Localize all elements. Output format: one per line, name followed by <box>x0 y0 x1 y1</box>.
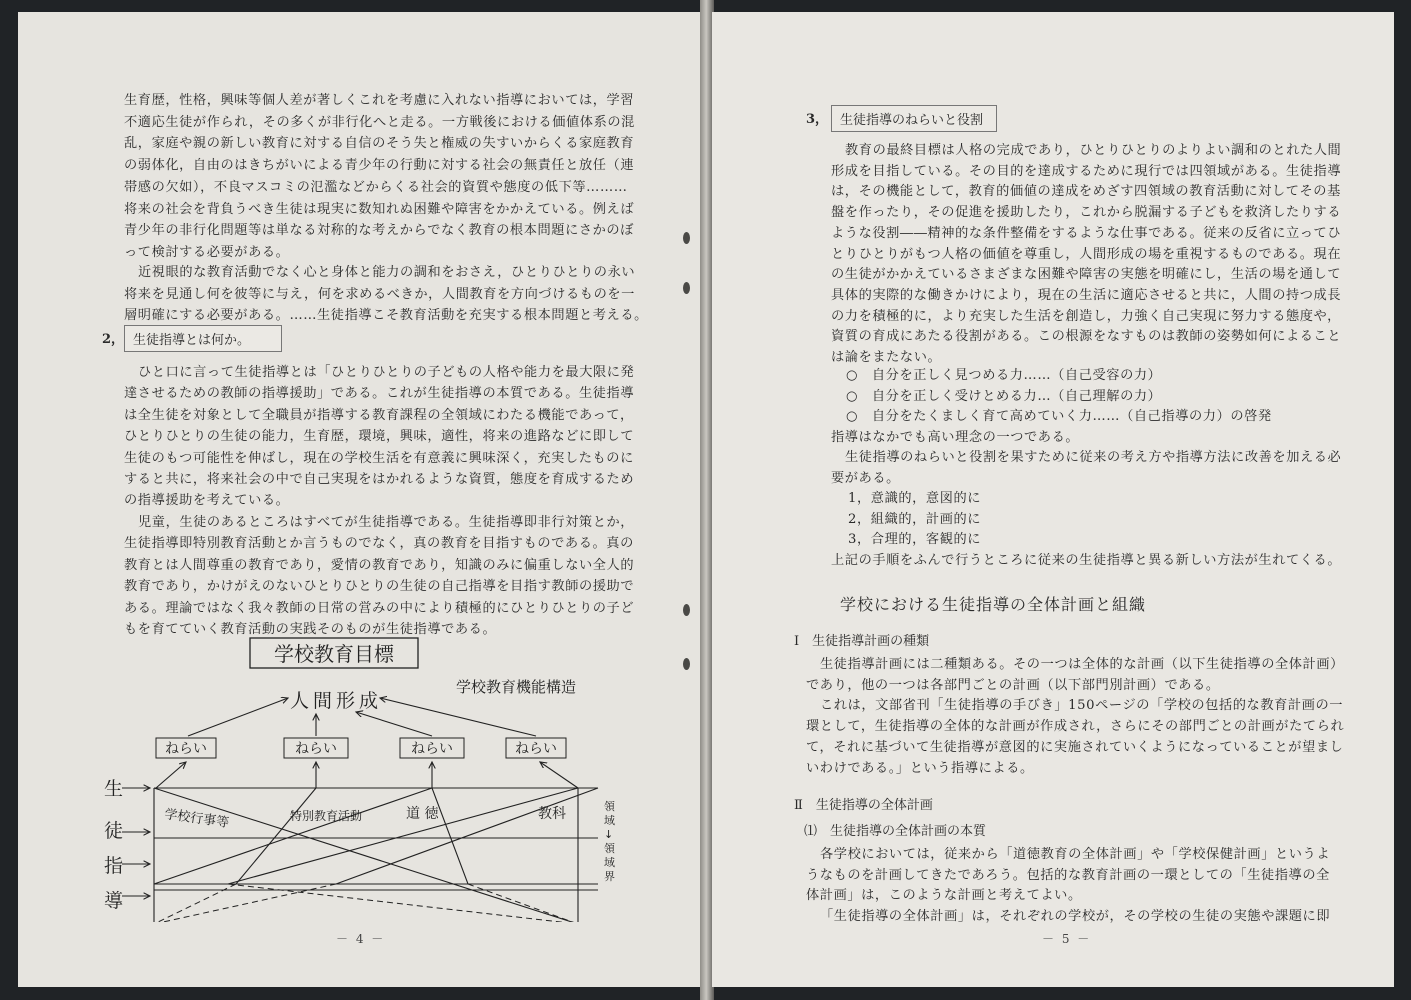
text-line: は論をまたない。 <box>831 350 942 365</box>
domain-label-3: ↓ <box>604 828 614 841</box>
text-line: もを育てていく教育活動の実践そのものが生徒指導である。 <box>124 622 497 637</box>
area-label-subjects: 教科 <box>538 806 566 822</box>
side-label-4: 導 <box>104 890 124 912</box>
text-line: 環として，生徒指導の全体的な計画が作成され，さらにその部門ごとの計画がたてられ <box>806 719 1345 735</box>
text-line: 形成を目指している。その目的を達成するために現行では四領域がある。生徒指導 <box>831 163 1342 179</box>
text-line: 体計画」は，このような計画と考えてよい。 <box>806 888 1082 904</box>
text-line: ○ 自分を正しく見つめる力……（自己受容の力） <box>846 368 1162 383</box>
text-line: ○ 自分を正しく受けとめる力…（自己理解の力） <box>846 388 1162 404</box>
left-page <box>18 12 702 987</box>
right-page <box>712 12 1394 987</box>
text-line: 生徒のもつ可能性を伸ばし，現在の学校生活を有意義に興味深く，充実したものに <box>124 450 634 466</box>
text-line: 達させるための教師の指導援助」である。これが生徒指導の本質である。生徒指導 <box>124 386 635 402</box>
text-line: の指導援助を考えている。 <box>124 493 290 509</box>
text-line: ような役割――精神的な条件整備をするような仕事である。従来の反省に立ってひ <box>831 225 1342 241</box>
area-label-moral: 道 徳 <box>406 806 439 822</box>
text-line: ひとりひとりの生徒の能力，生育歴，環境，興味，適性，将来の進路などに即して <box>124 429 635 445</box>
binding-hole <box>683 604 690 616</box>
text-line: って検討する必要がある。 <box>124 244 290 260</box>
binding-hole <box>683 658 690 670</box>
text-line: 生徒指導のねらいと役割を果すために従来の考え方や指導方法に改善を加える必 <box>845 450 1342 465</box>
text-line: 生徒指導即特別教育活動とか言うものでなく，真の教育を目指すものである。真の <box>124 536 634 552</box>
text-line: 生徒指導計画には二種類ある。その一つは全体的な計画（以下生徒指導の全体計画） <box>820 657 1344 672</box>
text-line: 児童，生徒のあるところはすべてが生徒指導である。生徒指導即非行対策とか， <box>138 515 635 530</box>
section-I-heading: Ⅰ 生徒指導計画の種類 <box>794 634 930 649</box>
text-line: 要がある。 <box>831 470 900 486</box>
text-line: 教育とは人間尊重の教育であり，愛情の教育であり，知識のみに偏重しない全人的 <box>124 557 635 573</box>
text-line: 教育であり，かけがえのないひとりひとりの生徒の自己指導を目指す教師の援助で <box>124 579 635 595</box>
text-line: て，それに基づいて生徒指導が意図的に実施されていくようになっていることが望まし <box>806 739 1344 755</box>
text-line: これは，文部省刊「生徒指導の手びき」150ページの「学校の包括的な教育計画の一 <box>820 698 1344 714</box>
text-line: 乱，家庭や親の新しい教育に対する自信のそう失と権威の失すいからくる家庭教育 <box>124 136 635 152</box>
subsection-1-heading: ⑴ 生徒指導の全体計画の本質 <box>804 824 987 839</box>
domain-label-4: 領 <box>604 842 615 855</box>
text-line: であり，他の一つは各部門ごとの計画（以下部門別計画）である。 <box>806 677 1220 693</box>
section-II-heading: Ⅱ 生徒指導の全体計画 <box>794 798 933 813</box>
text-line: 青少年の非行化問題等は単なる対称的な考えからでなく教育の根本問題にさかのぼ <box>124 223 635 239</box>
text-line: いわけである。」という指導による。 <box>806 760 1034 776</box>
text-line: すると共に，将来社会の中で自己実現をはかれるような資質，態度を育成するため <box>124 472 635 487</box>
left-page-number: － 4 － <box>336 932 386 946</box>
aim-label-4: ねらい <box>515 741 557 757</box>
text-line: の力を積極的に，より充実した生活を創造し，力強く自己実現に努力する態度や， <box>831 308 1341 324</box>
side-label-1: 生 <box>104 778 124 800</box>
goal-box-label: 学校教育目標 <box>274 642 394 666</box>
text-line: 教育の最終目標は人格の完成であり，ひとりひとりのよりよい調和のとれた人間 <box>845 143 1342 158</box>
aim-label-1: ねらい <box>165 741 207 757</box>
right-after-circle: 指導はなかでも高い理念の一つである。 <box>831 430 1080 445</box>
domain-label-2: 域 <box>604 814 615 827</box>
text-line: うなものを計画してきたであろう。包括的な教育計画の一環としての「生徒指導の全 <box>806 867 1330 883</box>
text-line: 将来の社会を背負うべき生徒は現実に数知れぬ困難や障害をかかえている。例えば <box>124 201 635 217</box>
domain-label-5: 域 <box>604 856 615 869</box>
text-line: 具体的実際的な働きかけにより，現在の生活に適応させると共に，人間の持つ成長 <box>831 287 1342 303</box>
section3-number: 3， <box>806 112 829 127</box>
aim-label-2: ねらい <box>295 741 337 757</box>
text-line: 各学校においては，従来から「道徳教育の全体計画」や「学校保健計画」というよ <box>820 847 1331 862</box>
text-line: は全生徒を対象として全職員が指導する教育課程の全領域にわたる機能であって， <box>124 407 634 423</box>
section2-number: 2， <box>102 332 125 347</box>
side-label-2: 徒 <box>104 820 124 842</box>
text-line: の弱体化，自由のはきちがいによる青少年の行動に対する社会の無責任と放任（連 <box>124 158 635 174</box>
text-line: は，その機能として，教育的価値の達成をめざす四領域の教育活動に対してその基 <box>831 184 1341 200</box>
text-line: 帯感の欠如），不良マスコミの氾濫などからくる社会的資質や態度の低下等……… <box>124 179 628 195</box>
text-line: 1，意識的，意図的に <box>848 491 982 506</box>
text-line: 3，合理的，客観的に <box>848 532 982 548</box>
section3-title: 生徒指導のねらいと役割 <box>831 105 997 132</box>
text-line: 将来を見通し何を彼等に与え，何を求めるべきか，人間教育を方向づけるものを一 <box>124 286 635 302</box>
structure-title: 学校教育機能構造 <box>456 678 577 696</box>
text-line: ○ 自分をたくましく育て高めていく力……（自己指導の力）の啓発 <box>846 409 1272 424</box>
aim-label-3: ねらい <box>411 741 453 757</box>
text-line: とりひとりがもつ人格の価値を尊重し，人間形成の場を重視するものである。現在 <box>831 246 1342 262</box>
boundary-label: 界 <box>604 870 615 883</box>
area-label-school-events: 学校行事等 <box>163 807 230 832</box>
binding-hole <box>683 232 690 244</box>
text-line: ひと口に言って生徒指導とは「ひとりひとりの子どもの人格や能力を最大限に発 <box>138 365 635 380</box>
human-formation-label: 人間形成 <box>289 690 383 712</box>
text-line: の生徒がかかえているさまざまな困難や障害の実態を明確にし，生活の場を通して <box>831 267 1342 283</box>
area-label-special-activities: 特別教育活動 <box>290 809 363 823</box>
text-line: ある。理論ではなく我々教師の日常の営みの中により積極的にひとりひとりの子ど <box>124 600 635 616</box>
text-line: 生育歴，性格，興味等個人差が著しくこれを考慮に入れない指導においては，学習 <box>124 93 635 108</box>
diagram-arrows <box>122 698 578 896</box>
text-line: 2，組織的，計画的に <box>848 511 982 527</box>
chapter-title: 学校における生徒指導の全体計画と組織 <box>840 595 1147 614</box>
side-label-3: 指 <box>104 855 124 877</box>
domain-label-1: 領 <box>604 800 615 813</box>
text-line: 近視眼的な教育活動でなく心と身体と能力の調和をおさえ，ひとりひとりの永い <box>138 265 636 280</box>
diagram-grid <box>154 788 598 922</box>
right-page-number: － 5 － <box>1042 932 1092 946</box>
section2-title: 生徒指導とは何か。 <box>124 325 282 352</box>
text-line: 不適応生徒が作られ，その多くが非行化へと走る。一方戦後における価値体系の混 <box>124 114 635 130</box>
binding-hole <box>683 282 690 294</box>
text-line: 資質の育成にあたる役割がある。この根源をなすものは教師の姿勢如何によること <box>831 329 1342 345</box>
right-paragraph-3: 上記の手順をふんで行うところに従来の生徒指導と異る新しい方法が生れてくる。 <box>831 553 1342 568</box>
education-structure-diagram <box>88 632 628 922</box>
text-line: 層明確にする必要がある。……生徒指導こそ教育活動を充実する根本問題と考える。 <box>124 308 648 323</box>
text-line: 盤を作ったり，その促進を援助したり，これから脱漏する子どもを救済したりする <box>831 205 1342 221</box>
text-line: 「生徒指導の全体計画」は，それぞれの学校が，その学校の生徒の実態や課題に即 <box>820 909 1331 925</box>
